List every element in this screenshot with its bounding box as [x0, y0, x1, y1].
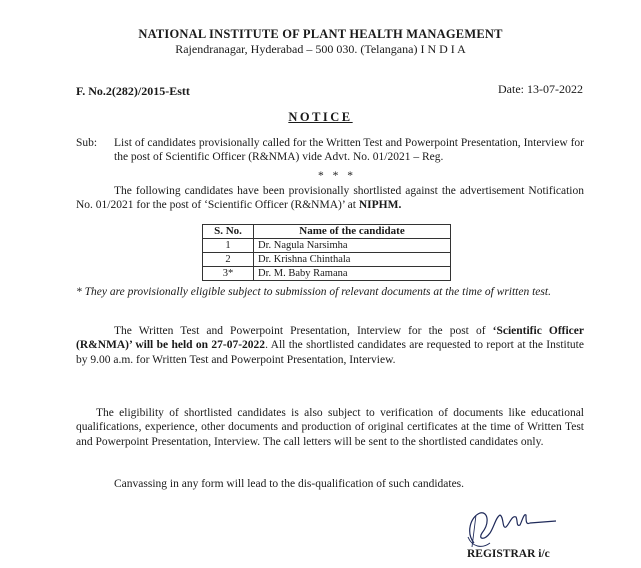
eligibility-paragraph: The eligibility of shortlisted candidates is also subject to verification of documents like educational qualifications, experience, other documents and production of original certificates at the time of Written Test and Powerpoint Presentation, Interview. The call letters will be sent to the shortlisted candidates only.: [76, 407, 584, 448]
org-name: NATIONAL INSTITUTE OF PLANT HEALTH MANAGEMENT: [138, 27, 503, 41]
table-row: [203, 239, 451, 253]
org-address: Rajendranagar, Hyderabad – 500 030. (Telangana) I N D I A: [175, 42, 466, 56]
para2-bold: ‘Scientific Officer (R&NMA)’ will be held on 27-07-2022: [76, 325, 584, 352]
intro-bold: NIPHM.: [358, 199, 402, 212]
footnote: * They are provisionally eligible subject to submission of relevant documents at the time of written test.: [76, 286, 551, 298]
signature-image: [460, 503, 560, 551]
cell-name: Dr. Nagula Narsimha: [254, 239, 451, 253]
candidates-table: [202, 224, 451, 281]
intro-paragraph: [76, 184, 584, 213]
table-row: [203, 253, 451, 267]
cell-sno: 2: [203, 253, 254, 267]
table-header-row: [203, 225, 451, 239]
para2-part1: The Written Test and Powerpoint Presentation, Interview for the post of: [114, 325, 493, 337]
cell-sno: 1: [203, 239, 254, 253]
cell-sno: 3*: [203, 267, 254, 281]
header-sno: S. No.: [203, 225, 254, 239]
header-name: Name of the candidate: [254, 225, 451, 239]
intro-text: The following candidates have been provisionally shortlisted against the advertisement Notification No. 01/2021 for the post of ‘Scientific Officer (R&NMA)’ at: [76, 185, 584, 212]
exam-date-paragraph: [76, 324, 584, 367]
subject-label: Sub:: [76, 137, 98, 149]
table-row: [203, 267, 451, 281]
signatory-title: REGISTRAR i/c: [467, 548, 550, 560]
cell-name: Dr. M. Baby Ramana: [254, 267, 451, 281]
separator-stars: * * *: [318, 170, 356, 182]
file-number: F. No.2(282)/2015-Estt: [76, 84, 190, 98]
subject-text: List of candidates provisionally called for the Written Test and Powerpoint Presentation, Interview for the post of Scientific Officer (R&NMA) vide Advt. No. 01/2021 – Reg.: [114, 137, 584, 164]
cell-name: Dr. Krishna Chinthala: [254, 253, 451, 267]
canvassing-paragraph: Canvassing in any form will lead to the dis-qualification of such candidates.: [114, 478, 465, 490]
para2-part2: . All the shortlisted candidates are requested to report at the Institute by 9.00 a.m. for Written Test and Powerpoint Presentation, Interview.: [76, 339, 584, 366]
notice-date: Date: 13-07-2022: [498, 82, 583, 96]
notice-title: NOTICE: [288, 110, 353, 124]
